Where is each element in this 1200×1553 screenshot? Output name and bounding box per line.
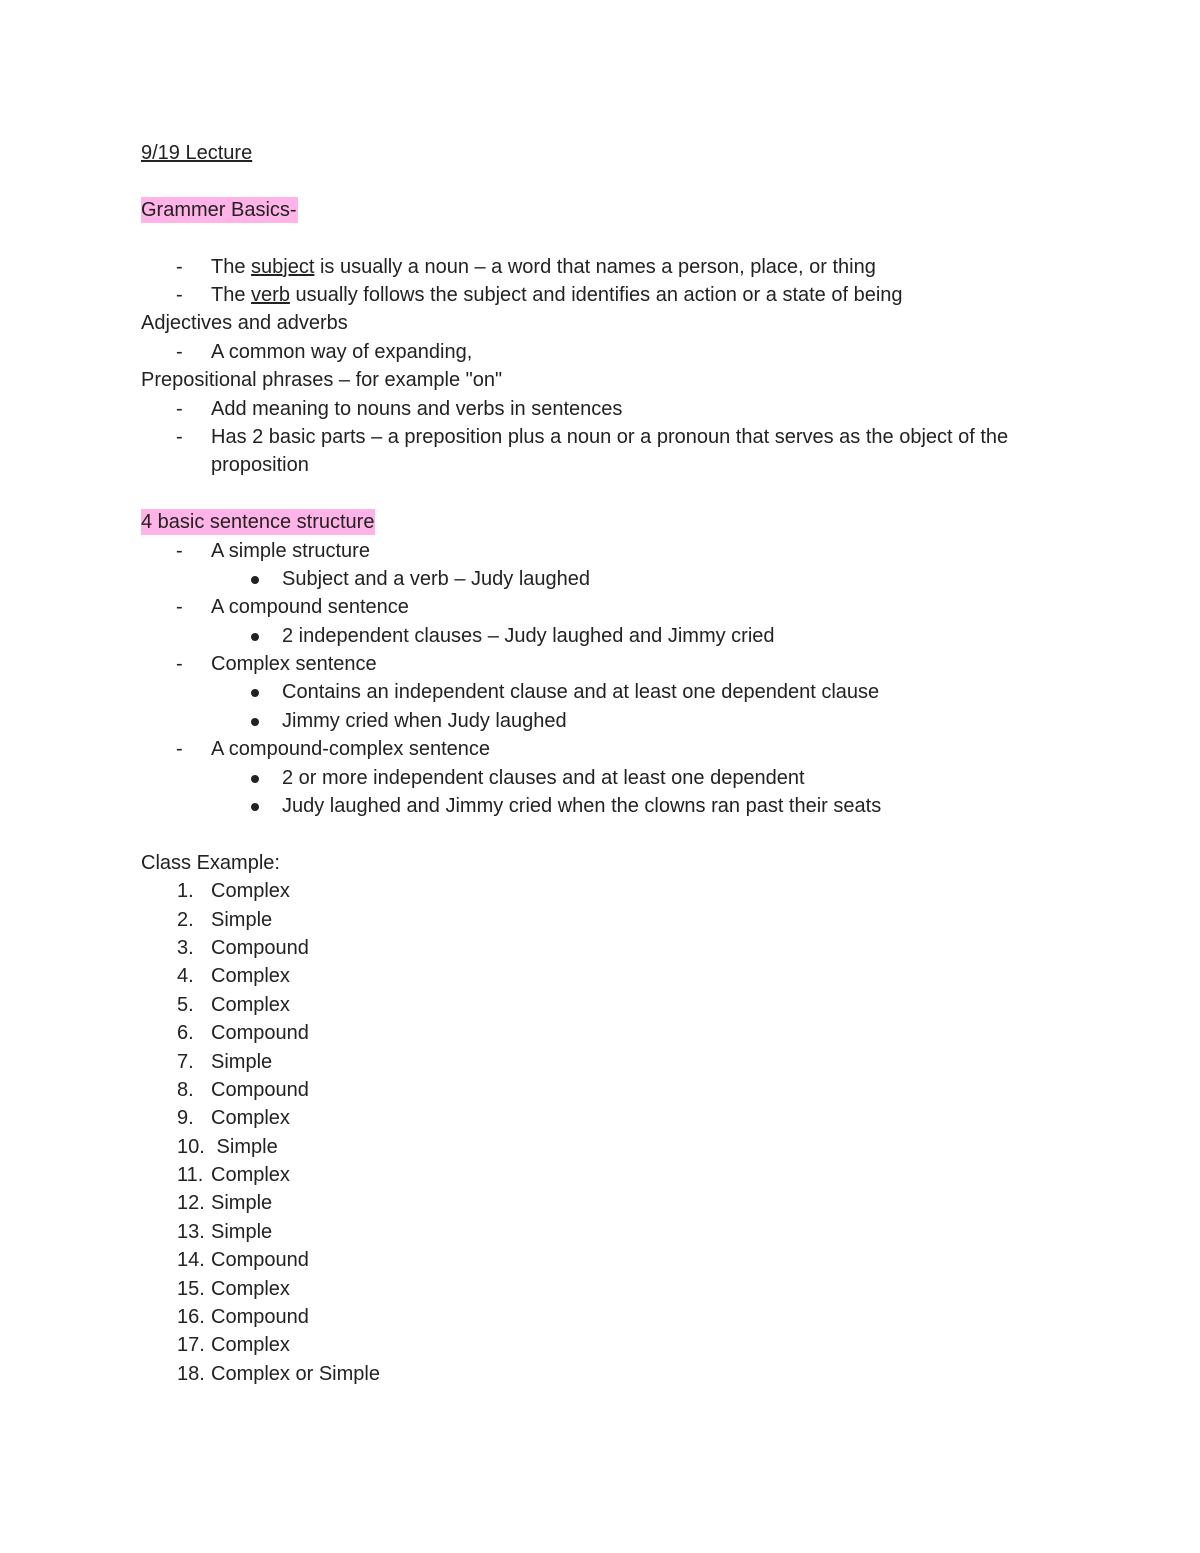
example-item: 6. Compound <box>177 1022 309 1045</box>
structure-item-compound-complex: - A compound-complex sentence <box>141 735 1061 763</box>
structure-item-simple: - A simple structure <box>141 537 1061 565</box>
dash-marker: - <box>176 283 183 306</box>
lecture-title: 9/19 Lecture <box>141 142 253 164</box>
dash-marker: - <box>176 340 183 363</box>
dash-marker: - <box>176 653 183 676</box>
structure-item-complex: - Complex sentence <box>141 650 1061 678</box>
dash-marker: - <box>176 255 183 278</box>
example-item: 8. Compound <box>177 1078 309 1101</box>
example-item: 9. Complex <box>177 1107 290 1130</box>
structure-bullet: Judy laughed and Jimmy cried when the clowns ran past their seats <box>141 792 1061 820</box>
example-item: 17. Complex <box>177 1334 290 1357</box>
verb-term: verb <box>251 283 290 306</box>
bullet-dot-icon <box>251 633 259 641</box>
example-item: 18. Complex or Simple <box>177 1362 380 1385</box>
subject-term: subject <box>251 255 315 278</box>
bullet-dot-icon <box>251 576 259 584</box>
example-item: 7. Simple <box>177 1050 273 1073</box>
example-item: 14. Compound <box>177 1249 309 1272</box>
example-item: 4. Complex <box>177 965 290 988</box>
bullet-dot-icon <box>251 775 259 783</box>
structure-item-compound: - A compound sentence <box>141 593 1061 621</box>
structure-bullet: 2 or more independent clauses and at least one dependent <box>141 764 1061 792</box>
dash-marker: - <box>176 738 183 761</box>
structure-bullet: Contains an independent clause and at least one dependent clause <box>141 678 1061 706</box>
example-item: 15. Complex <box>177 1277 290 1300</box>
bullet-dot-icon <box>251 803 259 811</box>
class-example-heading: Class Example: <box>141 851 280 874</box>
example-item: 12. Simple <box>177 1192 273 1215</box>
verb-item: - The verb usually follows the subject and identifies an action or a state of being <box>141 281 1061 309</box>
dash-marker: - <box>176 539 183 562</box>
example-item: 11. Complex <box>177 1164 290 1187</box>
class-example-list <box>141 877 1061 1388</box>
structures-heading-highlight: 4 basic sentence structure <box>141 511 375 534</box>
example-item: 1. Complex <box>177 880 290 903</box>
structure-bullet: 2 independent clauses – Judy laughed and Jimmy cried <box>141 622 1061 650</box>
adjectives-item: - A common way of expanding, <box>141 338 1061 366</box>
dash-marker: - <box>176 596 183 619</box>
bullet-dot-icon <box>251 718 259 726</box>
structure-bullet: Subject and a verb – Judy laughed <box>141 565 1061 593</box>
grammar-heading-highlight: Grammer Basics- <box>141 198 297 221</box>
bullet-dot-icon <box>251 689 259 697</box>
dash-marker: - <box>176 397 183 420</box>
example-item: 16. Compound <box>177 1306 309 1329</box>
subject-item: - The subject is usually a noun – a word that names a person, place, or thing <box>141 253 1061 281</box>
grammar-heading <box>141 196 1061 224</box>
example-item: 5. Complex <box>177 993 290 1016</box>
structure-bullet: Jimmy cried when Judy laughed <box>141 707 1061 735</box>
example-item: 13. Simple <box>177 1220 273 1243</box>
dash-marker: - <box>176 425 183 448</box>
prepositional-item: - Add meaning to nouns and verbs in sentences <box>141 395 1061 423</box>
example-item: 2. Simple <box>177 908 273 931</box>
example-item: 3. Compound <box>177 936 309 959</box>
adjectives-heading: Adjectives and adverbs <box>141 312 348 335</box>
prepositional-item: - Has 2 basic parts – a preposition plus a noun or a pronoun that serves as the object of the proposition <box>141 423 1111 480</box>
example-item: 10. Simple <box>177 1135 278 1158</box>
document-page <box>141 139 1061 1388</box>
prepositional-heading: Prepositional phrases – for example "on" <box>141 369 503 392</box>
structures-heading <box>141 508 1061 536</box>
